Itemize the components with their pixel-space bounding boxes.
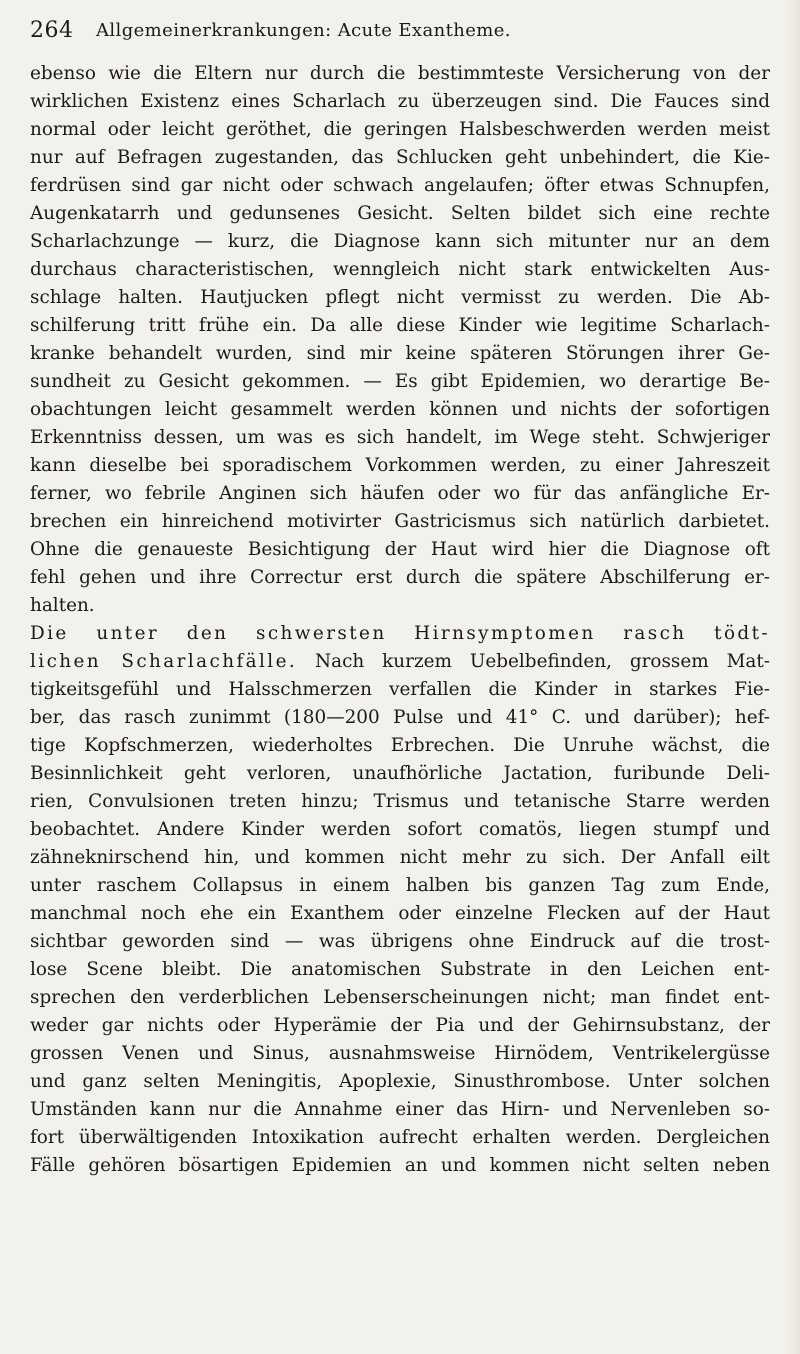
text-line: fort überwältigenden Intoxikation aufrecht erhalten werden. Dergleichen — [30, 1127, 770, 1148]
text-line: sundheit zu Gesicht gekommen. — Es gibt Epidemien, wo derartige Be- — [30, 371, 770, 392]
text-line: ber, das rasch zunimmt (180—200 Pulse und 41° C. und darüber); hef- — [30, 707, 770, 728]
text-line: fehl gehen und ihre Correctur erst durch die spätere Abschilferung er- — [30, 567, 770, 588]
section-text: Nach kurzem Uebelbefinden, grossem Mat- — [297, 651, 770, 672]
text-line: beobachtet. Andere Kinder werden sofort comatös, liegen stumpf und — [30, 819, 770, 840]
text-line: Erkenntniss dessen, um was es sich handelt, im Wege steht. Schwjeriger — [30, 427, 770, 448]
text-line: sprechen den verderblichen Lebenserscheinungen nicht; man findet ent- — [30, 987, 770, 1008]
text-line: durchaus characteristischen, wenngleich nicht stark entwickelten Aus- — [30, 259, 770, 280]
text-line: normal oder leicht geröthet, die geringen Halsbeschwerden werden meist — [30, 119, 770, 140]
text-line: kranke behandelt wurden, sind mir keine späteren Störungen ihrer Ge- — [30, 343, 770, 364]
text-line: zähneknirschend hin, und kommen nicht mehr zu sich. Der Anfall eilt — [30, 847, 770, 868]
text-line: wirklichen Existenz eines Scharlach zu überzeugen sind. Die Fauces sind — [30, 91, 770, 112]
text-line: halten. — [30, 595, 95, 616]
text-line: Scharlachzunge — kurz, die Diagnose kann sich mitunter nur an dem — [30, 231, 770, 252]
text-line: rien, Convulsionen treten hinzu; Trismus und tetanische Starre werden — [30, 791, 770, 812]
text-line: und ganz selten Meningitis, Apoplexie, Sinusthrombose. Unter solchen — [30, 1071, 770, 1092]
text-line: weder gar nichts oder Hyperämie der Pia und der Gehirnsubstanz, der — [30, 1015, 770, 1036]
section-heading: Die unter den schwersten Hirnsymptomen rasch tödt- — [30, 623, 770, 644]
page-edge-shadow — [786, 0, 800, 1354]
text-line: lose Scene bleibt. Die anatomischen Substrate in den Leichen ent- — [30, 959, 770, 980]
text-line: sichtbar geworden sind — was übrigens ohne Eindruck auf die trost- — [30, 931, 770, 952]
text-line: Umständen kann nur die Annahme einer das Hirn- und Nervenleben so- — [30, 1099, 770, 1120]
section-heading-continued: lichen Scharlachfälle. — [30, 651, 298, 672]
text-line: tige Kopfschmerzen, wiederholtes Erbrechen. Die Unruhe wächst, die — [30, 735, 770, 756]
text-line: kann dieselbe bei sporadischem Vorkommen werden, zu einer Jahreszeit — [30, 455, 770, 476]
text-line: manchmal noch ehe ein Exanthem oder einzelne Flecken auf der Haut — [30, 903, 770, 924]
text-line: obachtungen leicht gesammelt werden können und nichts der sofortigen — [30, 399, 770, 420]
text-line: Augenkatarrh und gedunsenes Gesicht. Selten bildet sich eine rechte — [30, 203, 770, 224]
text-line: ebenso wie die Eltern nur durch die bestimmteste Versicherung von der — [30, 63, 770, 84]
running-head — [30, 18, 770, 48]
text-line: unter raschem Collapsus in einem halben bis ganzen Tag zum Ende, — [30, 875, 770, 896]
text-line: nur auf Befragen zugestanden, das Schlucken geht unbehindert, die Kie- — [30, 147, 770, 168]
text-line: brechen ein hinreichend motivirter Gastricismus sich natürlich darbietet. — [30, 511, 770, 532]
text-line: schlage halten. Hautjucken pflegt nicht vermisst zu werden. Die Ab- — [30, 287, 770, 308]
section-heading-line — [30, 620, 770, 648]
page-number: 264 — [30, 18, 74, 43]
text-line: ferdrüsen sind gar nicht oder schwach angelaufen; öfter etwas Schnupfen, — [30, 175, 770, 196]
text-line: schilferung tritt frühe ein. Da alle diese Kinder wie legitime Scharlach- — [30, 315, 770, 336]
running-title: Allgemeinerkrankungen: Acute Exantheme. — [96, 20, 511, 41]
section-heading-line-2 — [30, 648, 770, 676]
text-line: Besinnlichkeit geht verloren, unaufhörliche Jactation, furibunde Deli- — [30, 763, 770, 784]
text-line: Fälle gehören bösartigen Epidemien an und kommen nicht selten neben — [30, 1155, 770, 1176]
body-text — [30, 60, 770, 1180]
text-line: tigkeitsgefühl und Halsschmerzen verfallen die Kinder in starkes Fie- — [30, 679, 770, 700]
text-line: grossen Venen und Sinus, ausnahmsweise Hirnödem, Ventrikelergüsse — [30, 1043, 770, 1064]
text-line: ferner, wo febrile Anginen sich häufen oder wo für das anfängliche Er- — [30, 483, 770, 504]
text-line: Ohne die genaueste Besichtigung der Haut wird hier die Diagnose oft — [30, 539, 770, 560]
